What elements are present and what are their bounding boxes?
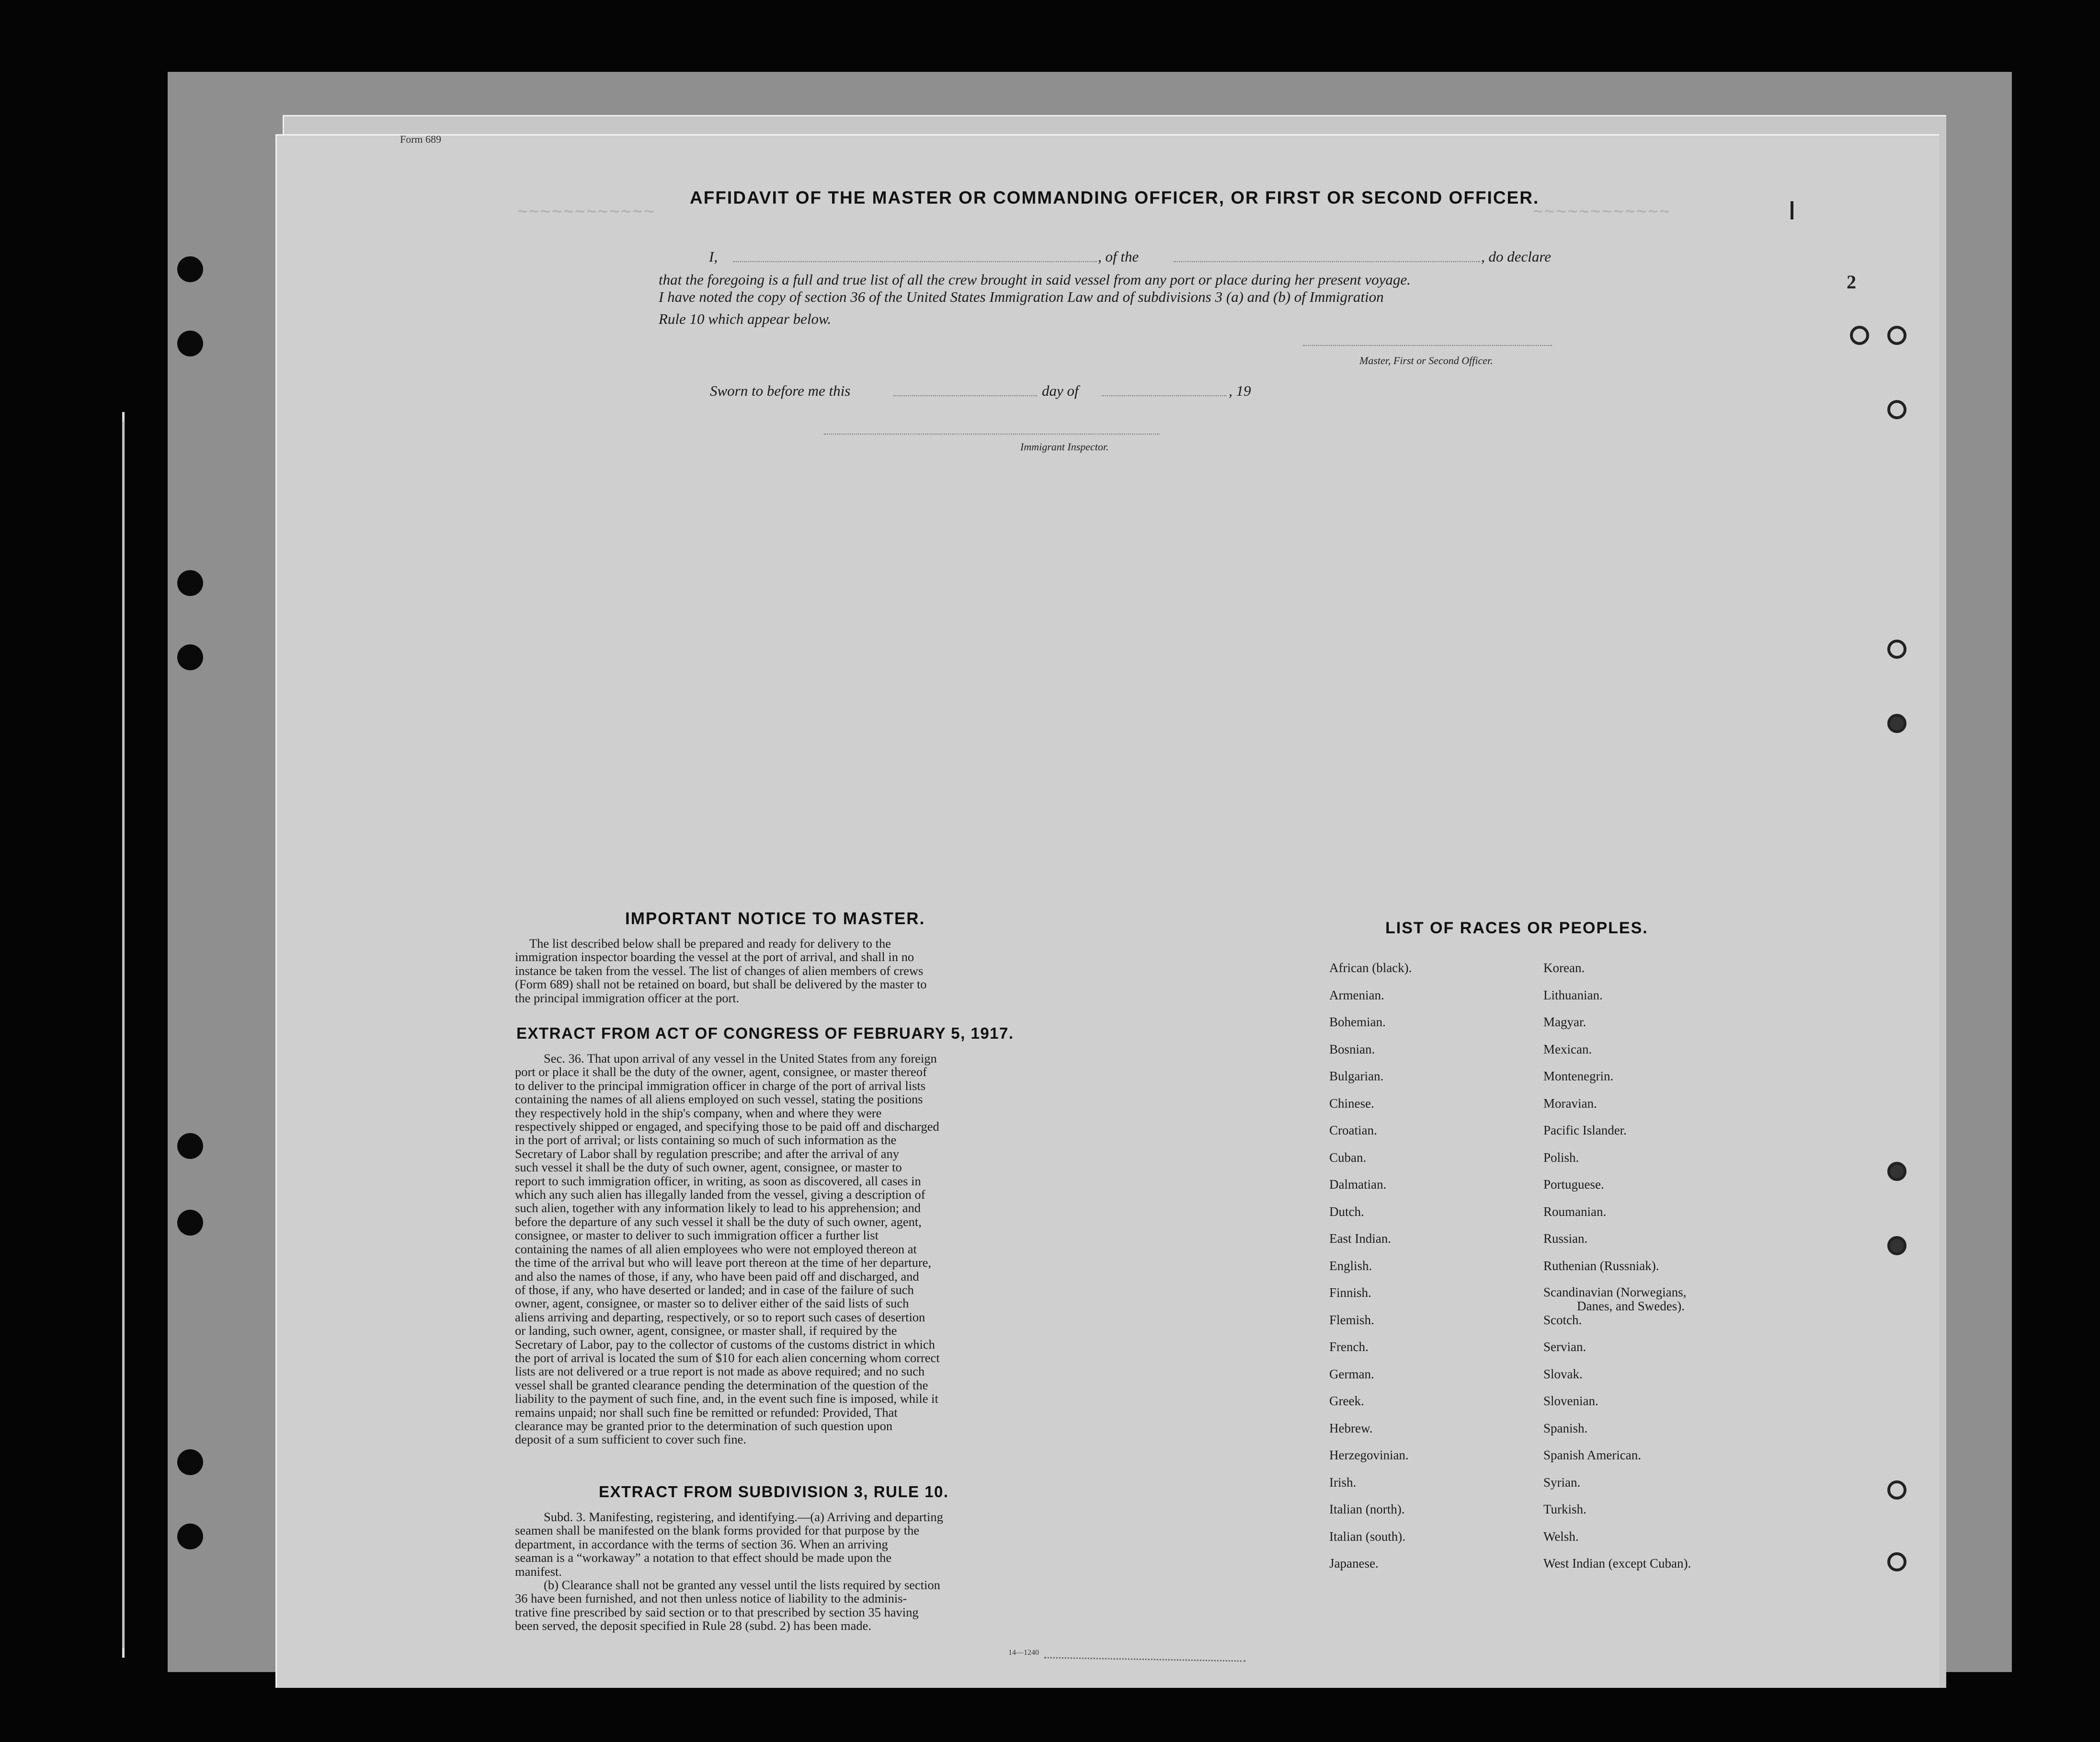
race-item [1329,1556,1521,1583]
race-label: Italian (south). [1329,1529,1405,1544]
year-text: , 19 [1229,382,1251,399]
affidavit-declare: , do declare [1481,248,1552,265]
text-line: instance be taken from the vessel. The list of changes of alien members of crews [515,963,924,978]
text-line: and also the names of those, if any, who have been paid off and discharged, and [515,1269,919,1284]
race-label: Herzegovinian. [1329,1448,1409,1462]
text-line: aliens arriving and departing, respectively, or so to report such cases of desertion [515,1309,925,1324]
race-item [1543,1177,1764,1204]
race-item [1543,1556,1764,1583]
affidavit-line: I have noted the copy of section 36 of the United States Immigration Law and of subdivisions 3 (a) and (b) of Immigration [659,288,1384,305]
punch-hole [1887,1236,1906,1255]
race-label: Finnish. [1329,1285,1371,1300]
races-column-1 [1329,961,1521,1583]
text-line: The list described below shall be prepared and ready for delivery to the [529,936,891,951]
punch-hole [1887,714,1906,733]
affidavit-of-the: , of the [1098,248,1139,265]
text-line: owner, agent, consignee, or master so to deliver either of the said lists of such [515,1296,909,1311]
race-item [1543,1448,1764,1475]
text-line: lists are not delivered or a true report is not made as above required; and no such [515,1364,925,1379]
text-line: the port of arrival is located the sum of $10 for each alien concerning whom correct [515,1350,940,1365]
text-line: seamen shall be manifested on the blank forms provided for that purpose by the [515,1523,920,1538]
text-line: containing the names of all alien employees who were not employed thereon at [515,1241,917,1256]
race-label: German. [1329,1366,1374,1381]
punch-hole [1887,326,1906,345]
race-label: Croatian. [1329,1123,1377,1137]
text-line: Sec. 36. That upon arrival of any vessel in the United States from any foreign [544,1051,937,1066]
race-label: Portuguese. [1543,1177,1604,1192]
text-line: vessel shall be granted clearance pending the determination of the question of the [515,1377,928,1392]
text-line: in the port of arrival; or lists containing so much of such information as the [515,1133,897,1147]
race-label: Welsh. [1543,1529,1579,1544]
race-item [1543,1367,1764,1394]
text-line: manifest. [515,1564,562,1579]
affidavit-i: I, [709,248,718,265]
rule-extract-text [515,1510,1066,1633]
race-item [1543,1015,1764,1042]
form-number: Form 689 [400,133,442,145]
race-label: Ruthenian (Russniak). [1543,1258,1659,1273]
sheet-edge [93,422,124,1648]
race-item [1329,961,1521,988]
race-label: French. [1329,1340,1369,1354]
race-item [1543,1394,1764,1421]
race-item [1329,1150,1521,1178]
race-item [1329,1285,1521,1313]
day-of-text: day of [1042,382,1079,399]
race-label: Lithuanian. [1543,987,1603,1002]
day-blank[interactable] [893,395,1037,396]
rule-extract-title: EXTRACT FROM SUBDIVISION 3, RULE 10. [599,1483,949,1501]
master-caption: Master, First or Second Officer. [1359,355,1493,367]
race-label: Turkish. [1543,1502,1586,1516]
race-label: Bohemian. [1329,1015,1386,1029]
race-label: African (black). [1329,961,1412,975]
text-line: consignee, or master to deliver to such immigration officer a further list [515,1228,879,1243]
affidavit-line: Rule 10 which appear below. [659,310,832,327]
race-label: Slovak. [1543,1366,1583,1381]
page-mark: 2 [1847,271,1856,293]
punch-hole [177,256,203,282]
race-label: English. [1329,1258,1372,1273]
race-item [1543,1502,1764,1529]
name-blank[interactable] [733,261,1097,262]
race-label: Cuban. [1329,1150,1367,1165]
punch-hole [177,1449,203,1475]
text-line: to deliver to the principal immigration officer in charge of the port of arrival lists [515,1078,926,1093]
race-item [1329,1529,1521,1557]
text-line: or landing, such owner, agent, consignee, or master shall, if required by the [515,1323,897,1338]
race-label: Pacific Islander. [1543,1123,1627,1137]
race-item [1329,1042,1521,1069]
race-label: Irish. [1329,1475,1357,1490]
punch-hole [1887,1480,1906,1500]
inspector-blank[interactable] [824,434,1159,435]
race-label: Scandinavian (Norwegians, [1543,1285,1687,1299]
race-label: Chinese. [1329,1096,1374,1111]
text-line: Secretary of Labor, pay to the collector of customs of the customs district in which [515,1337,935,1352]
punch-hole [177,644,203,670]
race-label: Magyar. [1543,1015,1586,1029]
race-item [1329,1340,1521,1367]
race-label: Montenegrin. [1543,1069,1614,1083]
text-line: 36 have been furnished, and not then unless notice of liability to the adminis- [515,1591,907,1606]
race-item [1543,1096,1764,1123]
race-label: Spanish American. [1543,1448,1641,1462]
text-line: report to such immigration officer, in writing, as soon as discovered, all cases in [515,1173,921,1188]
act-extract-text [515,1052,1066,1446]
punch-hole [1850,326,1869,345]
bleed-through-text: ~~~~~~~~~~~~ [1533,201,1671,221]
race-item [1543,1529,1764,1557]
punch-hole [177,331,203,356]
race-label: Italian (north). [1329,1502,1405,1516]
text-line: Subd. 3. Manifesting, registering, and identifying.—(a) Arriving and departing [544,1510,943,1524]
race-item [1329,1475,1521,1502]
month-blank[interactable] [1102,395,1226,396]
race-label: Russian. [1543,1231,1588,1246]
text-line: the principal immigration officer at the port. [515,990,740,1005]
race-item [1543,1285,1764,1313]
vessel-blank[interactable] [1174,261,1480,262]
race-item [1543,961,1764,988]
text-line: such vessel it shall be the duty of such owner, agent, consignee, or master to [515,1160,902,1175]
race-label: Roumanian. [1543,1204,1607,1219]
race-label: Scotch. [1543,1312,1582,1327]
race-label: Syrian. [1543,1475,1581,1490]
race-label: Greek. [1329,1394,1364,1408]
notice-paragraph [515,937,1066,1005]
race-label: Bosnian. [1329,1042,1375,1056]
text-line: liability to the payment of such fine, and, in the event such fine is imposed, while it [515,1391,938,1406]
text-line: clearance may be granted prior to the determination of such question upon [515,1418,893,1433]
bleed-through-text: ~~~~~~~~~~~~ [517,201,656,221]
race-item [1543,1042,1764,1069]
race-item [1543,1204,1764,1232]
text-line: they respectively hold in the ship's company, when and where they were [515,1105,882,1120]
race-item [1329,1123,1521,1150]
race-item [1329,1015,1521,1042]
race-label: Bulgarian. [1329,1069,1384,1083]
race-item [1543,988,1764,1015]
affidavit-title: AFFIDAVIT OF THE MASTER OR COMMANDING OFFICER, OR FIRST OR SECOND OFFICER. [690,188,1540,207]
punch-hole [177,570,203,596]
race-item [1329,1204,1521,1232]
race-label: Flemish. [1329,1312,1374,1327]
inspector-caption: Immigrant Inspector. [1020,441,1109,453]
text-line: which any such alien has illegally landed from the vessel, giving a description of [515,1187,925,1202]
text-line: Secretary of Labor shall by regulation prescribe; and after the arrival of any [515,1146,900,1161]
text-line: (b) Clearance shall not be granted any vessel until the lists required by section [544,1578,940,1593]
race-item [1543,1340,1764,1367]
race-item [1543,1231,1764,1259]
punch-hole [177,1133,203,1159]
text-line: remains unpaid; nor shall such fine be remitted or refunded: Provided, That [515,1405,898,1420]
race-label: Mexican. [1543,1042,1592,1056]
race-label: Polish. [1543,1150,1579,1165]
race-label: West Indian (except Cuban). [1543,1556,1691,1570]
ink-mark [1791,201,1793,219]
race-label: Moravian. [1543,1096,1597,1111]
race-item [1543,1475,1764,1502]
race-item [1329,1259,1521,1286]
race-item [1329,1367,1521,1394]
text-line: department, in accordance with the terms of section 36. When an arriving [515,1536,888,1551]
punch-hole [177,1524,203,1549]
punch-hole [1887,640,1906,659]
race-label: Hebrew. [1329,1421,1373,1435]
race-item [1329,1069,1521,1096]
text-line: deposit of a sum sufficient to cover such fine. [515,1432,747,1447]
race-item [1329,1421,1521,1448]
text-line: port or place it shall be the duty of the owner, agent, consignee, or master thereof [515,1065,927,1079]
text-line: trative fine prescribed by said section or to that prescribed by section 35 having [515,1604,919,1619]
text-line: containing the names of all aliens employed on such vessel, stating the positions [515,1092,923,1107]
races-column-2 [1543,961,1764,1583]
races-title: LIST OF RACES OR PEOPLES. [1385,919,1648,937]
race-item [1329,988,1521,1015]
print-code: 14—1240 [1008,1649,1039,1657]
race-item [1543,1421,1764,1448]
punch-hole [1887,1162,1906,1181]
text-line: seaman is a “workaway” a notation to that effect should be made upon the [515,1550,892,1565]
punch-hole [1887,1552,1906,1571]
race-label: East Indian. [1329,1231,1391,1246]
text-line: respectively shipped or engaged, and specifying those to be paid off and discharged [515,1119,939,1134]
act-extract-title: EXTRACT FROM ACT OF CONGRESS OF FEBRUARY 5, 1917. [516,1024,1014,1042]
signature-blank[interactable] [1303,345,1552,346]
text-line: immigration inspector boarding the vessel at the port of arrival, and shall in no [515,950,914,964]
text-line: the time of the arrival but who will leave port thereon at the time of her departure, [515,1255,932,1270]
race-label: Korean. [1543,961,1585,975]
race-label: Slovenian. [1543,1394,1598,1408]
race-item [1543,1069,1764,1096]
race-item [1543,1259,1764,1286]
text-line: (Form 689) shall not be retained on board, but shall be delivered by the master to [515,977,927,992]
punch-hole [1887,400,1906,419]
race-label-continuation: Danes, and Swedes). [1577,1299,1685,1313]
race-label: Servian. [1543,1340,1586,1354]
race-item [1329,1231,1521,1259]
race-label: Japanese. [1329,1556,1379,1570]
race-label: Dutch. [1329,1204,1364,1219]
race-label: Armenian. [1329,987,1384,1002]
race-label: Spanish. [1543,1421,1588,1435]
notice-title: IMPORTANT NOTICE TO MASTER. [625,909,925,928]
sworn-text: Sworn to before me this [710,382,851,399]
text-line: of those, if any, who have deserted or landed; and in case of the failure of such [515,1282,914,1297]
race-item [1329,1448,1521,1475]
race-item [1329,1177,1521,1204]
affidavit-line: that the foregoing is a full and true list of all the crew brought in said vessel from any port or place during her present voyage. [659,271,1411,288]
race-item [1329,1394,1521,1421]
race-item [1329,1096,1521,1123]
text-line: been served, the deposit specified in Rule 28 (subd. 2) has been made. [515,1618,871,1633]
text-line: before the departure of any such vessel it shall be the duty of such owner, agent, [515,1214,922,1229]
race-item [1329,1502,1521,1529]
text-line: such alien, together with any information likely to lead to his apprehension; and [515,1201,921,1215]
punch-hole [177,1210,203,1236]
race-item [1543,1123,1764,1150]
race-item [1543,1313,1764,1340]
race-item [1543,1150,1764,1178]
race-label: Dalmatian. [1329,1177,1387,1192]
race-item [1329,1313,1521,1340]
